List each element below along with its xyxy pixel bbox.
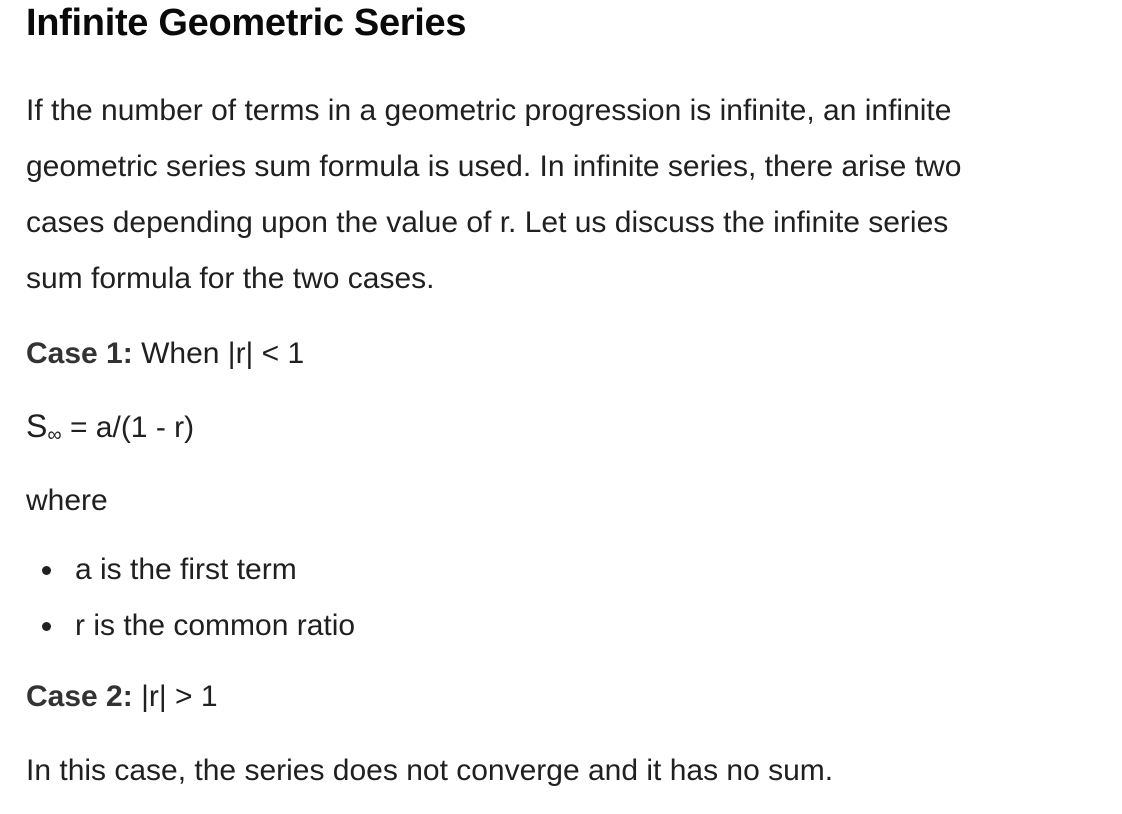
- case-2-statement: [26, 677, 218, 717]
- case-2-condition: |r| > 1: [132, 680, 218, 713]
- intro-line: sum formula for the two cases.: [26, 262, 435, 295]
- case-1-label: Case 1:: [26, 337, 133, 370]
- list-item-text: a is the first term: [75, 553, 297, 586]
- closing-paragraph: In this case, the series does not converge and it has no sum.: [26, 754, 834, 787]
- list-item-text: r is the common ratio: [75, 609, 356, 642]
- formula-expression: = a/(1 - r): [61, 411, 195, 444]
- sum-formula: [26, 406, 194, 455]
- intro-line: geometric series sum formula is used. In infinite series, there arise two: [26, 150, 962, 183]
- formula-subscript: ∞: [47, 424, 62, 446]
- case-2-label: Case 2:: [26, 680, 133, 713]
- intro-line: cases depending upon the value of r. Let us discuss the infinite series: [26, 206, 949, 239]
- where-label: where: [26, 484, 108, 517]
- intro-paragraph: [26, 83, 1086, 307]
- formula-symbol: S: [26, 408, 48, 444]
- bullet-dot-icon: [42, 566, 51, 575]
- case-1-statement: [26, 334, 304, 374]
- bullet-dot-icon: [42, 622, 51, 631]
- intro-line: If the number of terms in a geometric progression is infinite, an infinite: [26, 94, 952, 127]
- case-1-condition: When |r| < 1: [132, 337, 305, 370]
- section-heading: Infinite Geometric Series: [26, 2, 467, 44]
